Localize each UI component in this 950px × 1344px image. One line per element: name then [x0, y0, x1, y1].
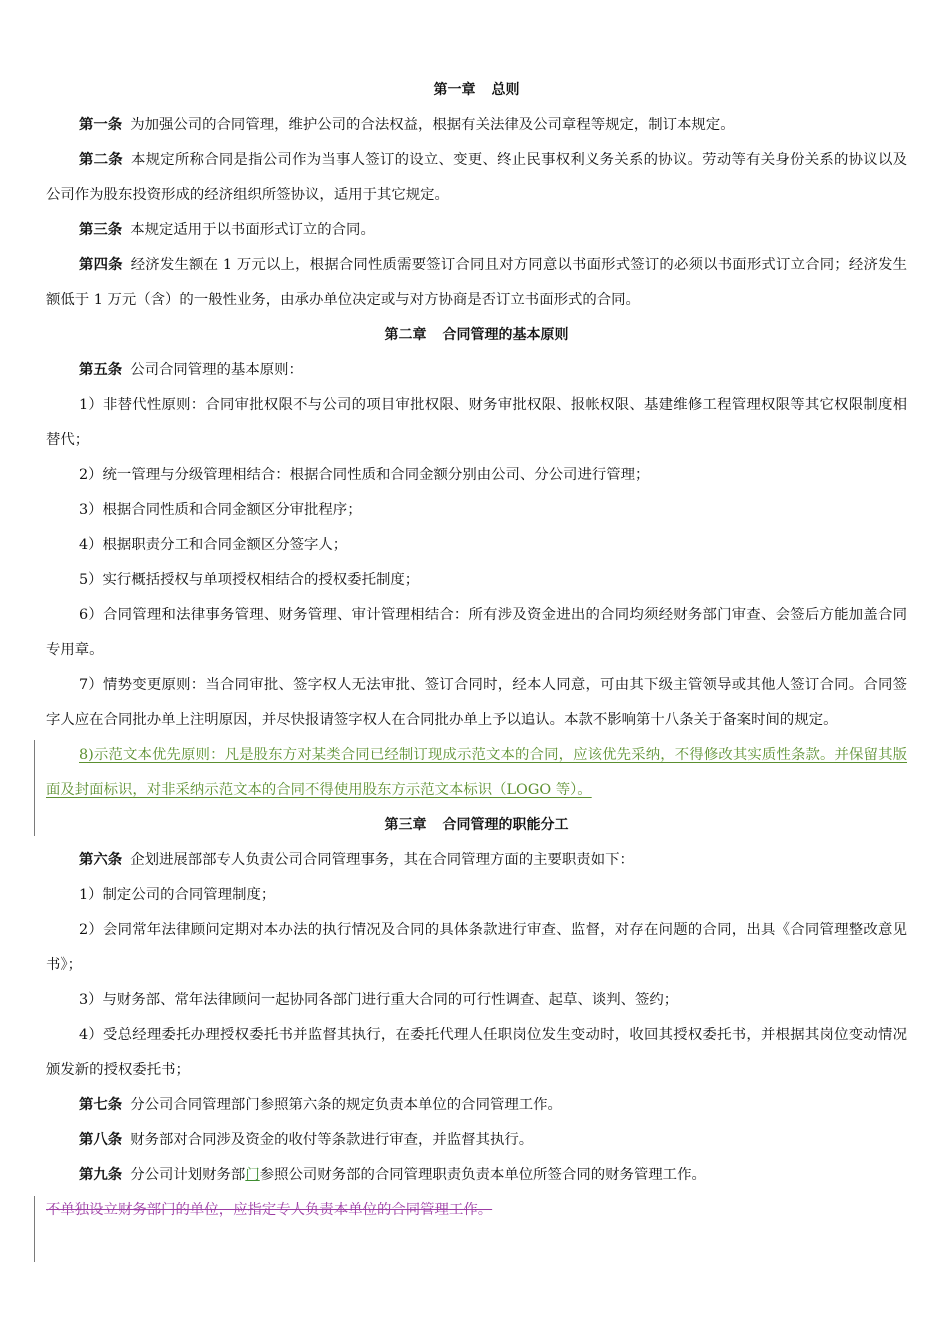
article-text: 为加强公司的合同管理，维护公司的合法权益，根据有关法律及公司章程等规定，制订本规定。: [130, 117, 735, 133]
list-item: 1）非替代性原则：合同审批权限不与公司的项目审批权限、财务审批权限、报帐权限、基建维修工程管理权限等其它权限制度相替代；: [46, 397, 907, 448]
article-label: 第一条: [79, 117, 123, 133]
article-7: [46, 1088, 907, 1123]
article-label: 第二条: [79, 152, 123, 168]
article-text: 本规定所称合同是指公司作为当事人签订的设立、变更、终止民事权利义务关系的协议。劳动等有关身份关系的协议以及公司作为股东投资形成的经济组织所签协议，适用于其它规定。: [46, 152, 907, 203]
article-2: [46, 143, 907, 213]
list-item: 7）情势变更原则：当合同审批、签字权人无法审批、签订合同时，经本人同意，可由其下级主管领导或其他人签订合同。合同签字人应在合同批办单上注明原因，并尽快报请签字权人在合同批办单上予以追认。本款不影响第十八条关于备案时间的规定。: [46, 677, 907, 728]
article-9: [46, 1158, 907, 1193]
chapter-heading: 第一章 总则: [433, 82, 520, 98]
list-item: 2）统一管理与分级管理相结合：根据合同性质和合同金额分别由公司、分公司进行管理；: [79, 467, 650, 483]
article-label: 第七条: [79, 1097, 123, 1113]
article-label: 第五条: [79, 362, 123, 378]
list-item: 6）合同管理和法律事务管理、财务管理、审计管理相结合：所有涉及资金进出的合同均须经财务部门审查、会签后方能加盖合同专用章。: [46, 607, 907, 658]
list-item: 3）根据合同性质和合同金额区分审批程序；: [79, 502, 362, 518]
inserted-char: 门: [245, 1167, 260, 1183]
list-item: 1）制定公司的合同管理制度；: [79, 887, 276, 903]
document-body: [46, 73, 907, 1228]
article-text: 企划进展部部专人负责公司合同管理事务，其在合同管理方面的主要职责如下：: [130, 852, 634, 868]
article-text: 分公司计划财务部: [130, 1167, 246, 1183]
article-text: 财务部对合同涉及资金的收付等条款进行审查，并监督其执行。: [130, 1132, 534, 1148]
article-label: 第三条: [79, 222, 123, 238]
change-bar: [34, 740, 35, 836]
list-item: 4）根据职责分工和合同金额区分签字人；: [79, 537, 348, 553]
article-text: 参照公司财务部的合同管理职责负责本单位所签合同的财务管理工作。: [259, 1167, 706, 1183]
article-label: 第六条: [79, 852, 123, 868]
inserted-revision: [46, 738, 907, 808]
article-4: [46, 248, 907, 318]
article-label: 第四条: [79, 257, 123, 273]
deleted-text: 不单独设立财务部门的单位，应指定专人负责本单位的合同管理工作。: [46, 1202, 493, 1218]
inserted-text: 8)示范文本优先原则：凡是股东方对某类合同已经制订现成示范文本的合同，应该优先采纳，不得修改其实质性条款。并保留其版面及封面标识，对非采纳示范文本的合同不得使用股东方示范文本标识（LOGO 等）。: [46, 747, 907, 798]
change-bar: [34, 1196, 35, 1262]
article-text: 经济发生额在 1 万元以上，根据合同性质需要签订合同且对方同意以书面形式签订的必须以书面形式订立合同；经济发生额低于 1 万元（含）的一般性业务，由承办单位决定或与对方协商是否订立书面形式的合同。: [46, 257, 907, 308]
article-text: 公司合同管理的基本原则：: [130, 362, 303, 378]
article-3: [46, 213, 907, 248]
article-6: [46, 843, 907, 878]
deleted-revision: [46, 1193, 907, 1228]
chapter-heading: 第二章 合同管理的基本原则: [384, 327, 569, 343]
article-8: [46, 1123, 907, 1158]
article-text: 本规定适用于以书面形式订立的合同。: [130, 222, 375, 238]
article-text: 分公司合同管理部门参照第六条的规定负责本单位的合同管理工作。: [130, 1097, 562, 1113]
article-1: [46, 108, 907, 143]
list-item: 4）受总经理委托办理授权委托书并监督其执行，在委托代理人任职岗位发生变动时，收回其授权委托书，并根据其岗位变动情况颁发新的授权委托书；: [46, 1027, 907, 1078]
list-item: 5）实行概括授权与单项授权相结合的授权委托制度；: [79, 572, 420, 588]
article-label: 第八条: [79, 1132, 123, 1148]
list-item: 3）与财务部、常年法律顾问一起协同各部门进行重大合同的可行性调查、起草、谈判、签约；: [79, 992, 679, 1008]
chapter-heading: 第三章 合同管理的职能分工: [384, 817, 569, 833]
article-5: [46, 353, 907, 388]
article-label: 第九条: [79, 1167, 123, 1183]
list-item: 2）会同常年法律顾问定期对本办法的执行情况及合同的具体条款进行审查、监督，对存在问题的合同，出具《合同管理整改意见书》；: [46, 922, 907, 973]
